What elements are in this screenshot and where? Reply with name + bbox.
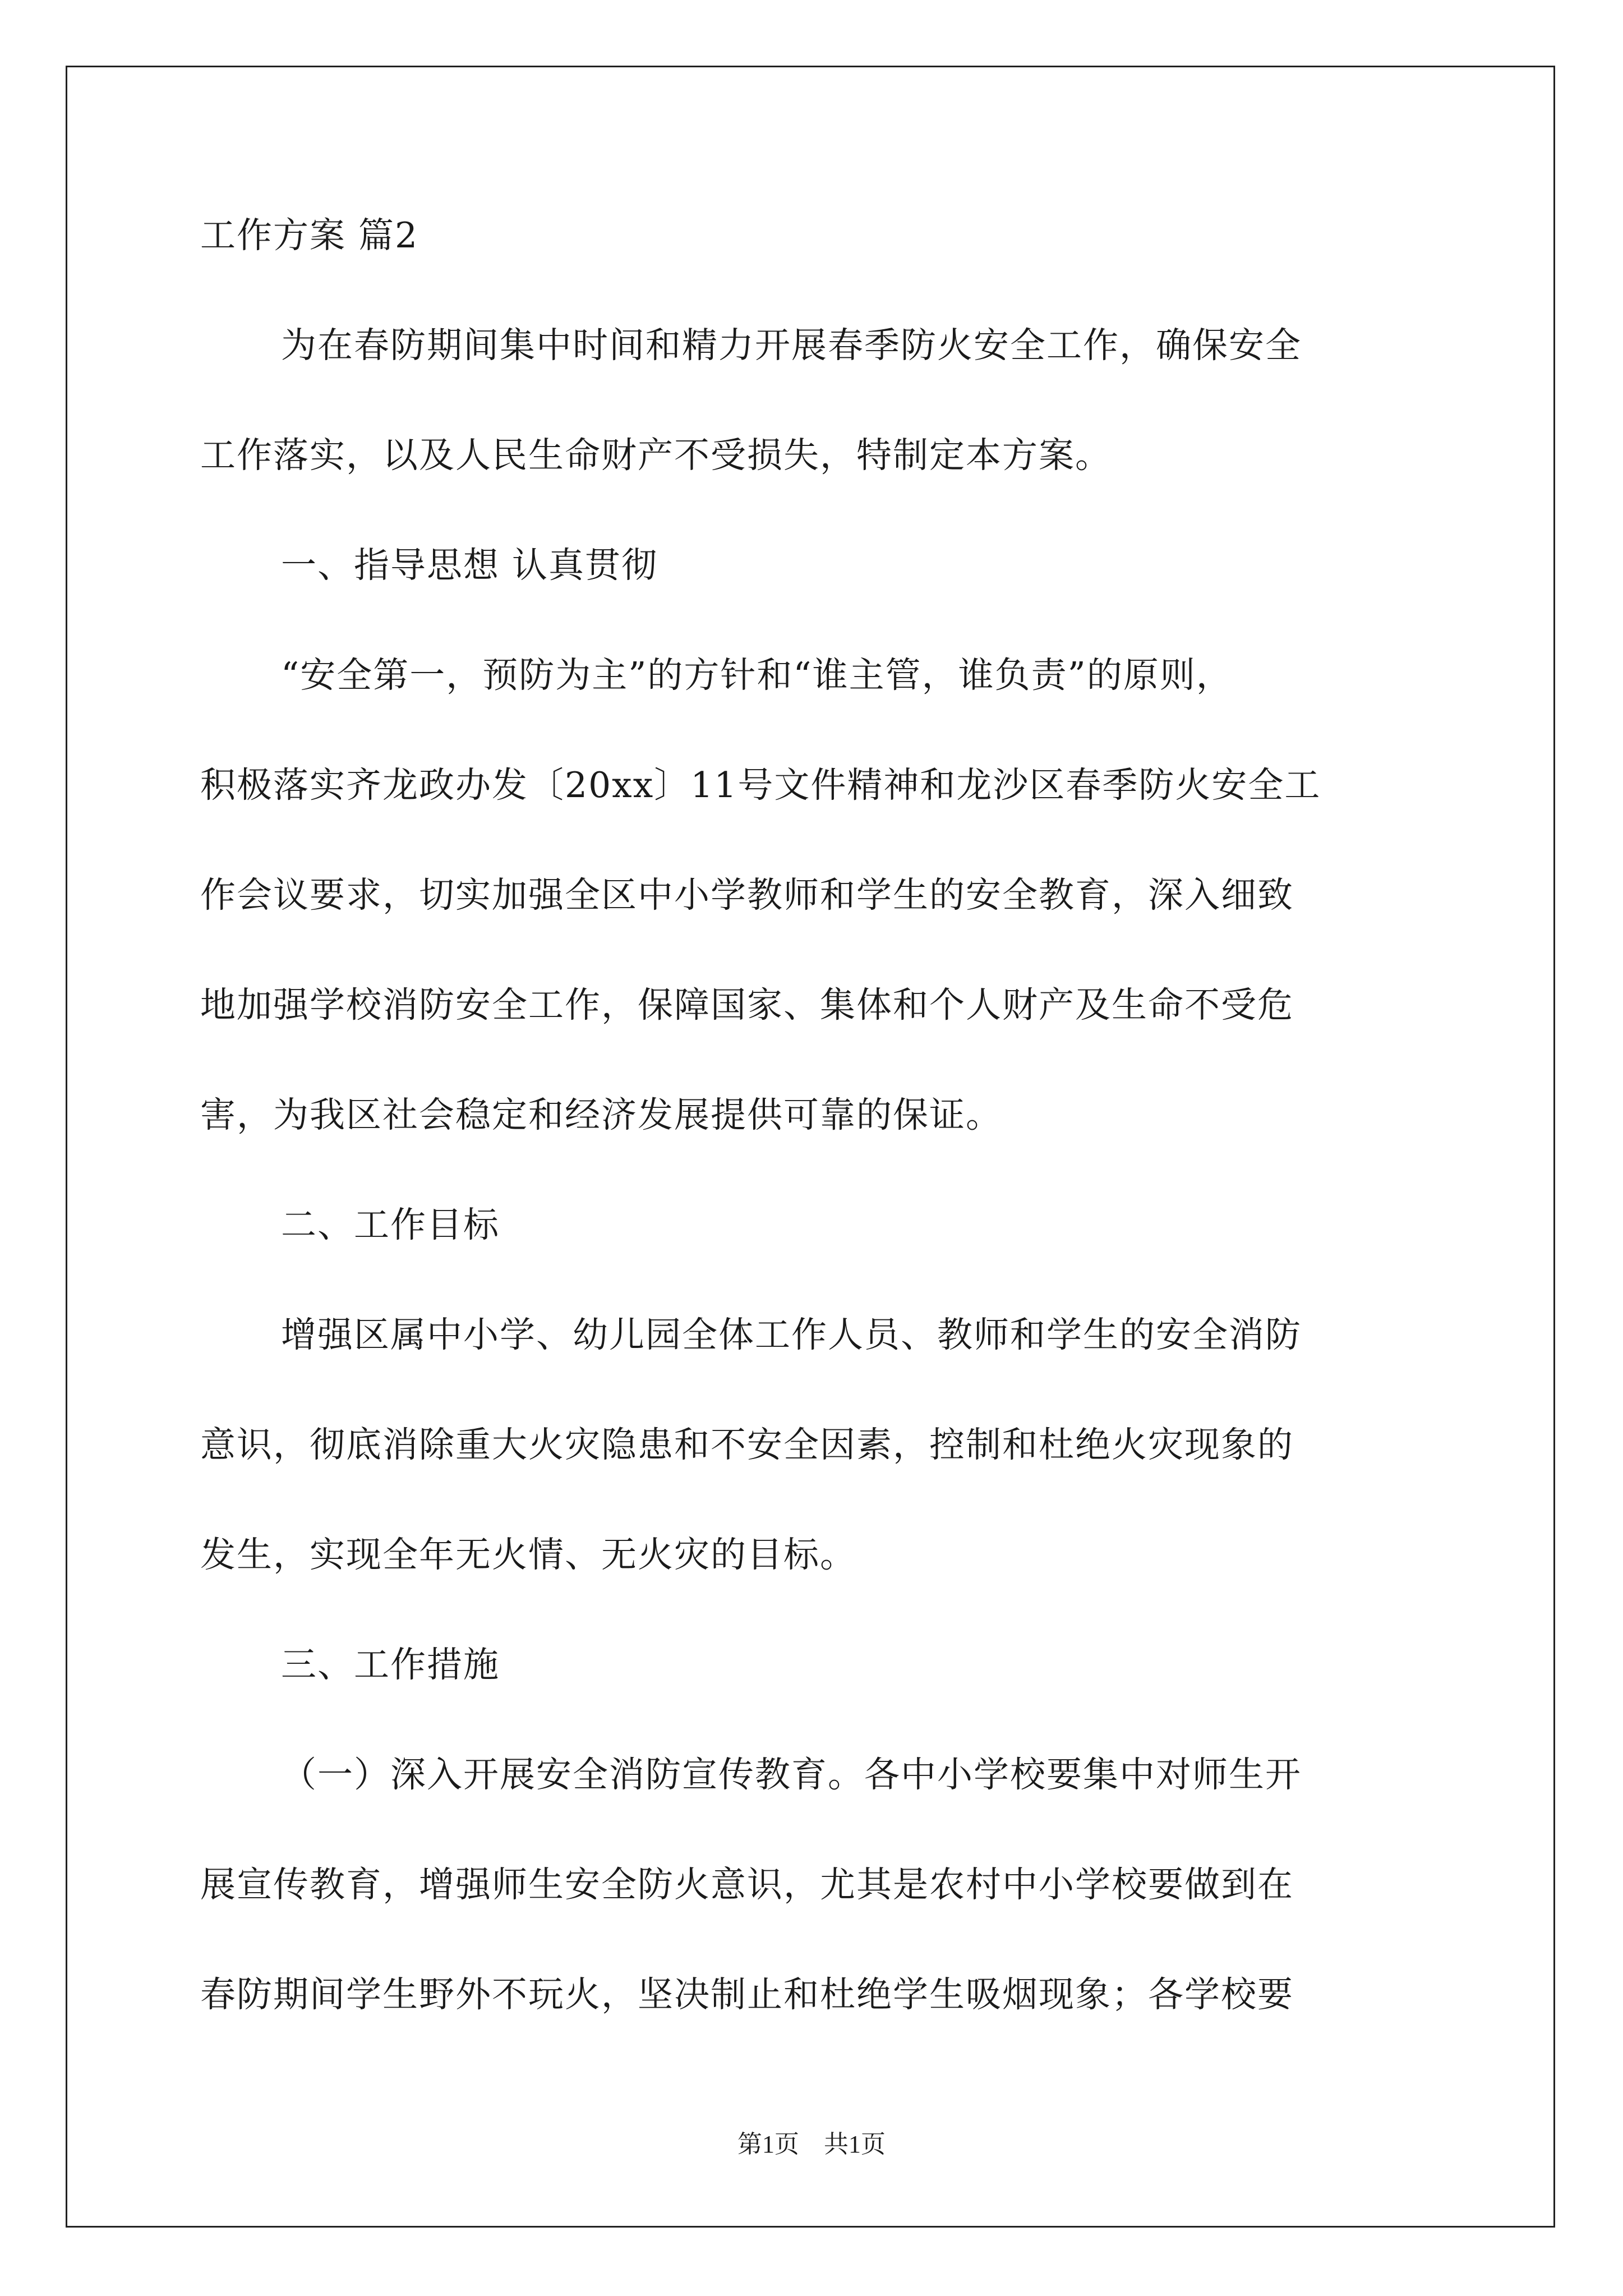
paragraph-line: 工作落实，以及人民生命财产不受损失，特制定本方案。 xyxy=(200,435,1112,476)
section-heading: 三、工作措施 xyxy=(281,1644,500,1685)
paragraph-line: 积极落实齐龙政办发〔20xx〕11号文件精神和龙沙区春季防火安全工 xyxy=(200,765,1321,806)
paragraph-line: 增强区属中小学、幼儿园全体工作人员、教师和学生的安全消防 xyxy=(281,1314,1302,1355)
paragraph-line: 意识，彻底消除重大火灾隐患和不安全因素，控制和杜绝火灾现象的 xyxy=(200,1424,1294,1465)
section-heading: 二、工作目标 xyxy=(281,1204,500,1245)
paragraph-line: “安全第一，预防为主”的方针和“谁主管，谁负责”的原则， xyxy=(281,655,1233,696)
paragraph-line: 展宣传教育，增强师生安全防火意识，尤其是农村中小学校要做到在 xyxy=(200,1864,1294,1905)
paragraph-line: 发生，实现全年无火情、无火灾的目标。 xyxy=(200,1534,856,1575)
paragraph-line: 为在春防期间集中时间和精力开展春季防火安全工作，确保安全 xyxy=(281,325,1302,366)
section-heading: 一、指导思想 认真贯彻 xyxy=(281,545,658,586)
paragraph-line: 害，为我区社会稳定和经济发展提供可靠的保证。 xyxy=(200,1094,1002,1135)
paragraph-line: （一）深入开展安全消防宣传教育。各中小学校要集中对师生开 xyxy=(281,1754,1302,1795)
document-heading: 工作方案 篇2 xyxy=(200,215,419,256)
paragraph-line: 作会议要求，切实加强全区中小学教师和学生的安全教育，深入细致 xyxy=(200,875,1294,915)
paragraph-line: 春防期间学生野外不玩火，坚决制止和杜绝学生吸烟现象；各学校要 xyxy=(200,1974,1294,2015)
page-footer: 第1页 共1页 xyxy=(737,2131,886,2158)
paragraph-line: 地加强学校消防安全工作，保障国家、集体和个人财产及生命不受危 xyxy=(200,984,1294,1025)
